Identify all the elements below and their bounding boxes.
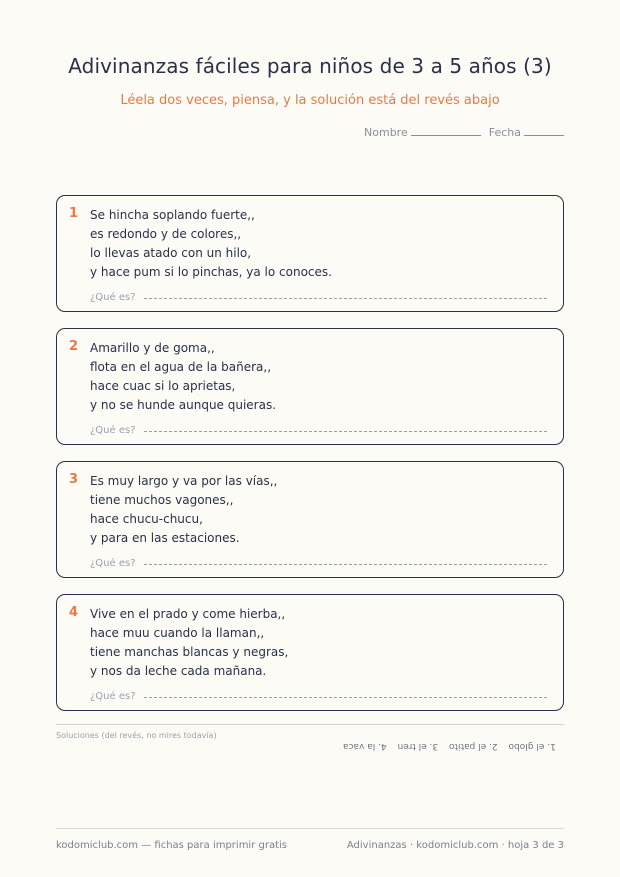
answer-row [90,691,547,702]
name-line[interactable] [411,134,481,136]
riddle-card-4 [56,594,564,711]
verse-line: hace muu cuando la llaman,, [90,626,265,640]
riddle-number: 3 [69,472,79,487]
verse-line: hace chucu-chucu, [90,512,203,526]
answer-label: ¿Qué es? [90,558,136,569]
verse-line: lo llevas atado con un hilo, [90,246,252,260]
riddle-number: 1 [69,206,79,221]
name-date-fields [364,126,564,139]
verse-line: hace cuac si lo aprietas, [90,379,236,393]
riddle-verses [90,605,288,681]
verse-line: y para en las estaciones. [90,531,240,545]
answer-line[interactable] [144,431,547,432]
date-line[interactable] [524,134,564,136]
riddle-card-1 [56,195,564,312]
answer-label: ¿Qué es? [90,425,136,436]
riddle-verses [90,206,332,282]
solution-item: 2. el patito [449,741,498,751]
solution-item: 4. la vaca [343,741,387,751]
verse-line: Es muy largo y va por las vías,, [90,474,278,488]
verse-line: tiene manchas blancas y negras, [90,645,289,659]
answer-line[interactable] [144,564,547,565]
name-label: Nombre [364,126,481,139]
riddle-verses [90,472,277,548]
answer-label: ¿Qué es? [90,292,136,303]
verse-line: es redondo y de colores,, [90,227,242,241]
page-title: Adivinanzas fáciles para niños de 3 a 5 años (3) [68,54,552,78]
solutions-upside-down [343,741,564,751]
footer-divider [56,828,564,829]
answer-row [90,292,547,303]
riddle-verses [90,339,276,415]
page-subtitle: Léela dos veces, piensa, y la solución está del revés abajo [120,93,500,108]
date-label: Fecha [489,126,564,139]
verse-line: Se hincha soplando fuerte,, [90,208,255,222]
solutions-divider [56,724,564,725]
verse-line: tiene muchos vagones,, [90,493,234,507]
solution-item: 3. el tren [397,741,439,751]
riddle-list [56,195,564,727]
footer-page-info: Adivinanzas · kodomiclub.com · hoja 3 de 3 [346,840,564,851]
verse-line: Vive en el prado y come hierba,, [90,607,286,621]
riddle-card-3 [56,461,564,578]
answer-row [90,425,547,436]
verse-line: y hace pum si lo pinchas, ya lo conoces. [90,265,332,279]
riddle-number: 2 [69,339,79,354]
answer-row [90,558,547,569]
answer-line[interactable] [144,697,547,698]
footer-site-text: kodomiclub.com — fichas para imprimir gratis [56,840,288,851]
answer-line[interactable] [144,298,547,299]
riddle-card-2 [56,328,564,445]
solutions-label: Soluciones (del revés, no mires todavía) [56,731,217,740]
riddle-number: 4 [69,605,79,620]
verse-line: y no se hunde aunque quieras. [90,398,277,412]
verse-line: flota en el agua de la bañera,, [90,360,272,374]
verse-line: Amarillo y de goma,, [90,341,215,355]
verse-line: y nos da leche cada mañana. [90,664,267,678]
answer-label: ¿Qué es? [90,691,136,702]
solution-item: 1. el globo [508,741,556,751]
